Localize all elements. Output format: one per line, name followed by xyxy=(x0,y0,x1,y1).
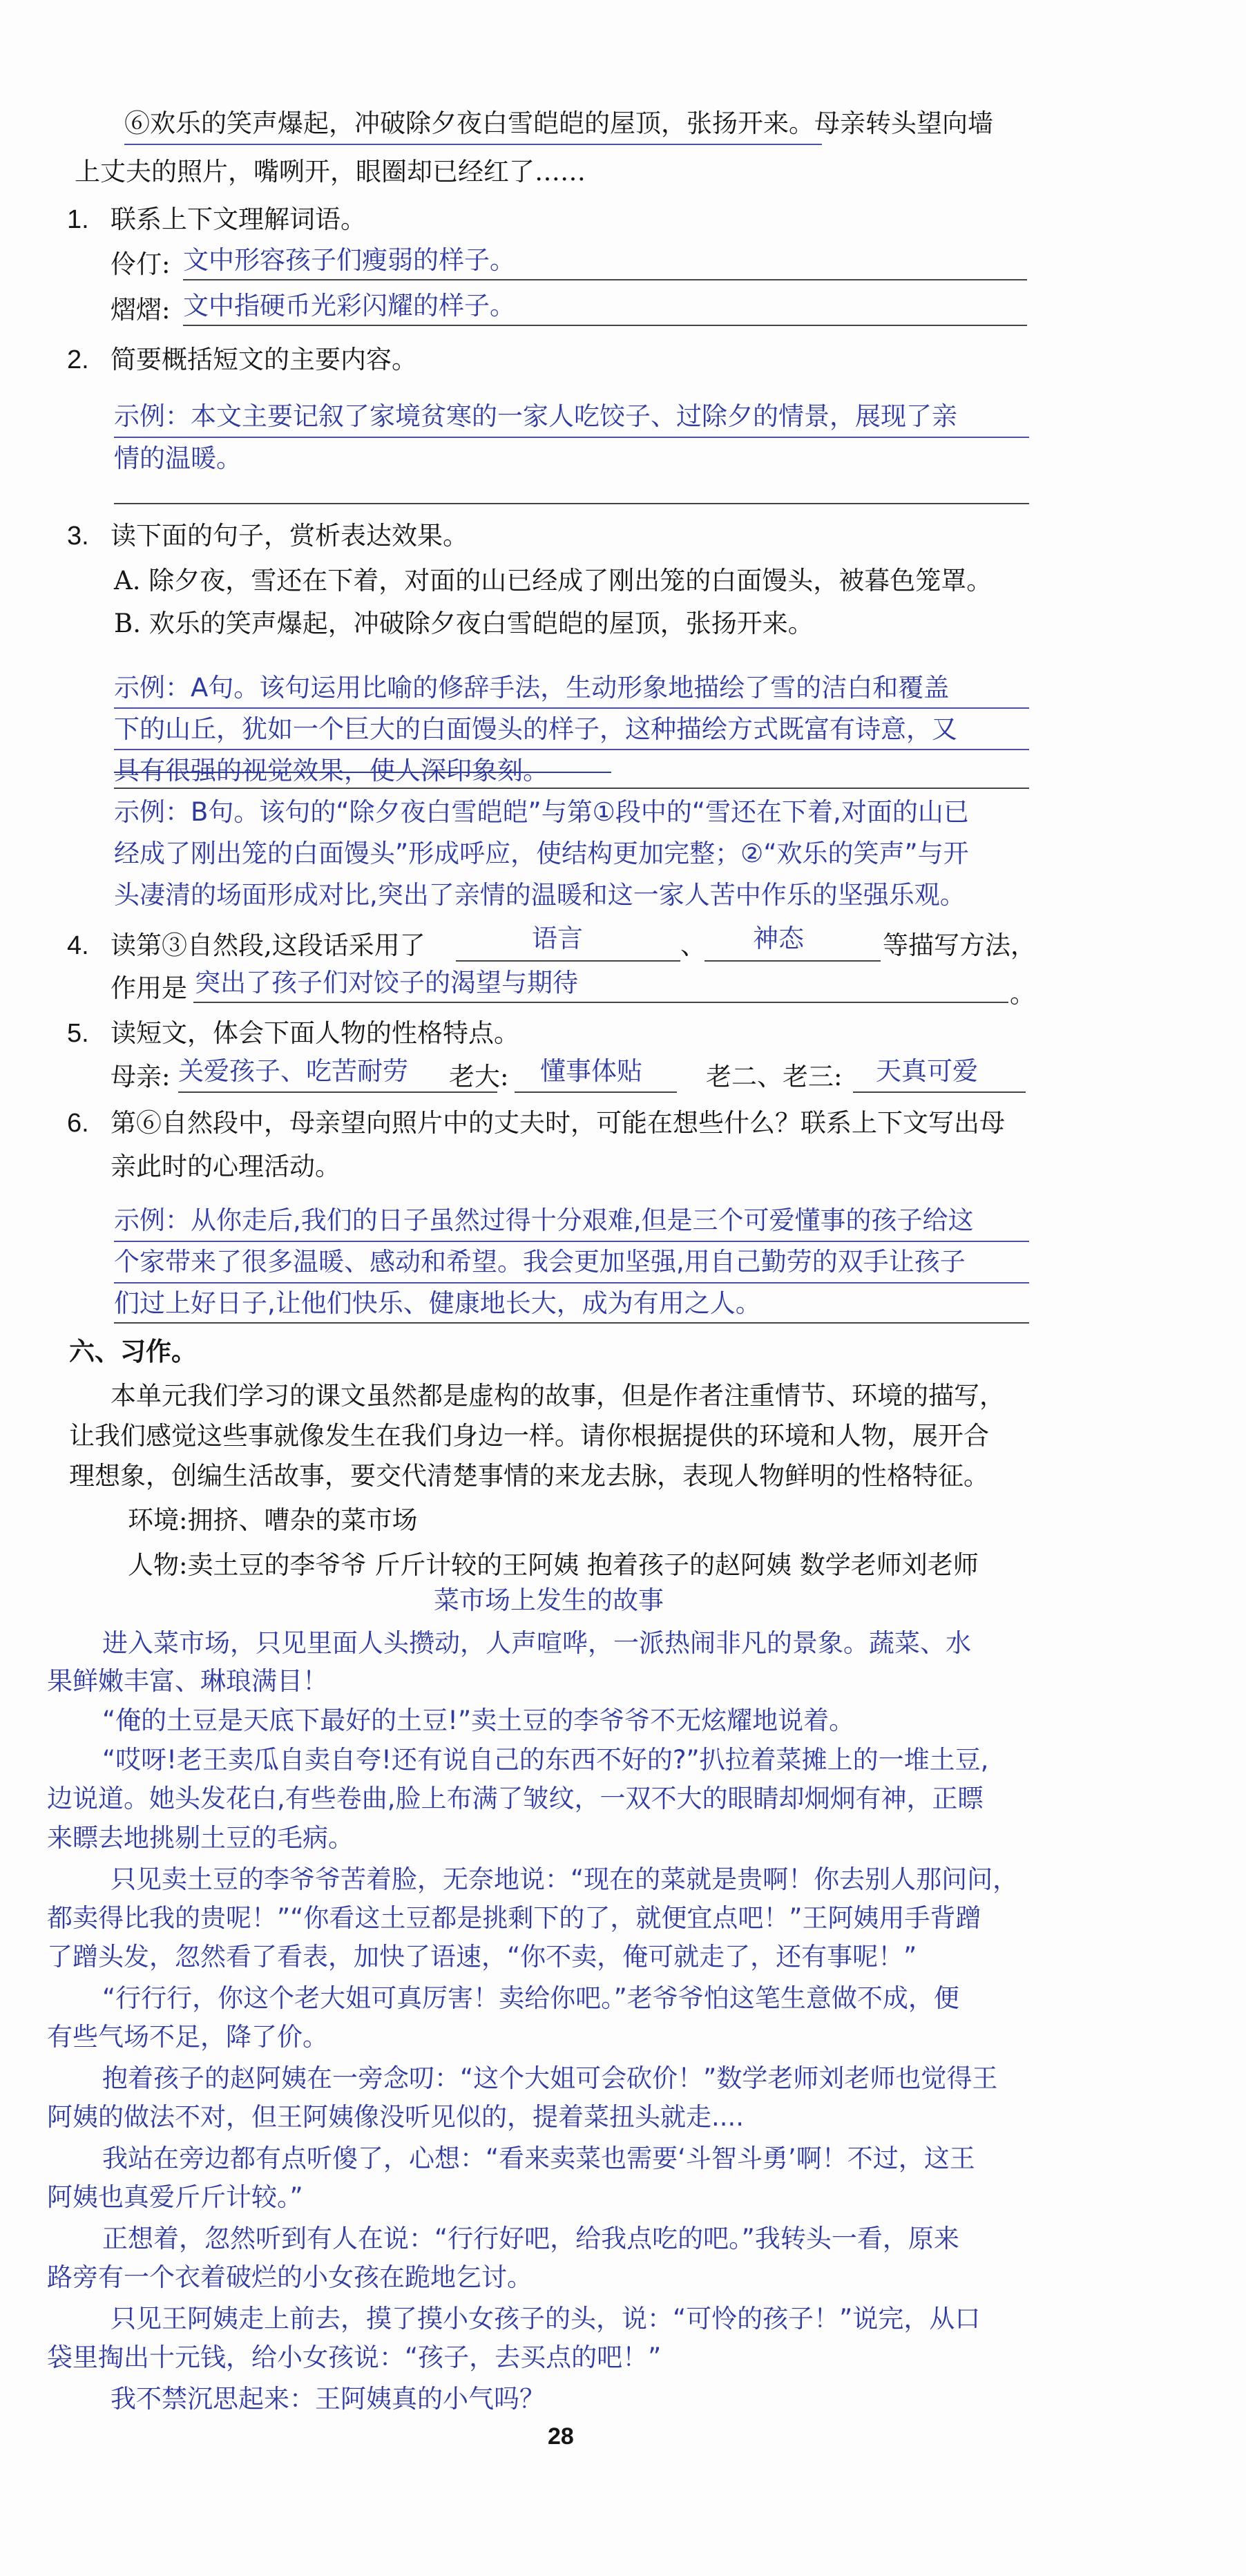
q3-answer-a-underline-2 xyxy=(114,749,1029,750)
q3-answer-a-line-3: 具有很强的视觉效果，使人深印象刻。 xyxy=(114,756,548,785)
q3-number: 3. xyxy=(67,522,89,551)
q2-number: 2. xyxy=(67,345,89,374)
intro-line-2: 上丈夫的照片，嘴咧开，眼圈却已经红了…… xyxy=(75,157,586,187)
section-6-environment: 环境:拥挤、嘈杂的菜市场 xyxy=(128,1505,418,1535)
q4-text-3: 作用是 xyxy=(111,973,187,1003)
q4-blank-2-answer: 神态 xyxy=(753,924,804,953)
q6-answer-line-2: 个家带来了很多温暖、感动和希望。我会更加坚强,用自己勤劳的双手让孩子 xyxy=(114,1247,966,1277)
q4-blank-2-line xyxy=(705,960,881,962)
q3-answer-a-underline-3 xyxy=(114,788,1029,789)
q6-text-line-1: 第⑥自然段中，母亲望向照片中的丈夫时，可能在想些什么？联系上下文写出母 xyxy=(111,1108,1005,1138)
essay-line-1: 进入菜市场，只见里面人头攒动，人声喧哗，一派热闹非凡的景象。蔬菜、水 xyxy=(102,1628,971,1658)
q1-item-2-label: 熠熠: xyxy=(111,295,171,325)
q3-answer-b-line-2: 经成了刚出笼的白面馒头”形成呼应，使结构更加完整；②“欢乐的笑声”与开 xyxy=(114,839,969,868)
q1-item-1-line xyxy=(183,279,1027,280)
q6-text-line-2: 亲此时的心理活动。 xyxy=(111,1152,341,1181)
essay-line-16: 正想着，忽然听到有人在说：“行行好吧，给我点吃的吧。”我转头一看，原来 xyxy=(102,2224,959,2253)
q5-eldest-label: 老大: xyxy=(449,1062,509,1091)
q6-answer-underline-3 xyxy=(114,1322,1029,1324)
q1-item-2-answer: 文中指硬币光彩闪耀的样子。 xyxy=(183,291,515,321)
q6-number: 6. xyxy=(67,1109,89,1138)
q5-eldest-line xyxy=(515,1091,677,1093)
essay-line-7: 只见卖土豆的李爷爷苦着脸，无奈地说：“现在的菜就是贵啊！你去别人那问问， xyxy=(111,1864,1019,1894)
q3-answer-a-line-2: 下的山丘，犹如一个巨大的白面馒头的样子，这种描绘方式既富有诗意，又 xyxy=(114,714,957,744)
q4-end: 。 xyxy=(1010,979,1035,1009)
essay-line-11: 有些气场不足，降了价。 xyxy=(47,2022,328,2052)
q6-answer-line-1: 示例：从你走后,我们的日子虽然过得十分艰难,但是三个可爱懂事的孩子给这 xyxy=(114,1205,974,1235)
q5-others-label: 老二、老三: xyxy=(706,1062,843,1091)
q4-text-2: 等描写方法， xyxy=(883,931,1036,960)
q3-answer-b-line-3: 头凄清的场面形成对比,突出了亲情的温暖和这一家人苦中作乐的坚强乐观。 xyxy=(114,880,966,910)
essay-line-2: 果鲜嫩丰富、琳琅满目！ xyxy=(47,1666,328,1696)
q1-item-2-line xyxy=(183,325,1027,326)
q2-answer-line-1: 示例：本文主要记叙了家境贫寒的一家人吃饺子、过除夕的情景，展现了亲 xyxy=(114,401,957,431)
intro-line-1: ⑥欢乐的笑声爆起，冲破除夕夜白雪皑皑的屋顶，张扬开来。母亲转头望向墙 xyxy=(124,108,993,138)
q4-blank-1-line xyxy=(456,960,680,962)
q3-answer-a-strike xyxy=(114,772,611,773)
q3-text: 读下面的句子，赏析表达效果。 xyxy=(111,521,468,551)
q4-number: 4. xyxy=(67,931,89,960)
essay-line-13: 阿姨的做法不对，但王阿姨像没听见似的，提着菜扭头就走.... xyxy=(47,2102,745,2132)
q4-answer-line xyxy=(193,1002,1008,1003)
essay-line-18: 只见王阿姨走上前去，摸了摸小女孩子的头，说：“可怜的孩子！”说完，从口 xyxy=(111,2304,981,2334)
section-6-prompt-line-2: 让我们感觉这些事就像发生在我们身边一样。请你根据提供的环境和人物，展开合 xyxy=(69,1421,989,1451)
section-6-characters: 人物:卖土豆的李爷爷 斤斤计较的王阿姨 抱着孩子的赵阿姨 数学老师刘老师 xyxy=(128,1550,979,1580)
section-6-prompt-line-1: 本单元我们学习的课文虽然都是虚构的故事，但是作者注重情节、环境的描写， xyxy=(111,1381,1005,1411)
essay-line-19: 袋里掏出十元钱，给小女孩说：“孩子，去买点的吧！” xyxy=(47,2343,662,2372)
essay-title: 菜市场上发生的故事 xyxy=(434,1585,664,1615)
q5-mother-label: 母亲: xyxy=(111,1062,171,1091)
essay-line-15: 阿姨也真爱斤斤计较。” xyxy=(47,2182,303,2212)
q5-text: 读短文，体会下面人物的性格特点。 xyxy=(111,1018,519,1048)
essay-line-9: 了蹭头发，忽然看了看表，加快了语速，“你不卖，俺可就走了，还有事呢！” xyxy=(47,1942,917,1972)
q3-option-a: A. 除夕夜，雪还在下着，对面的山已经成了刚出笼的白面馒头，被暮色笼罩。 xyxy=(114,566,993,595)
q5-others-line xyxy=(853,1091,1026,1093)
essay-line-3: “俺的土豆是天底下最好的土豆!”卖土豆的李爷爷不无炫耀地说着。 xyxy=(102,1706,855,1735)
q1-number: 1. xyxy=(67,205,89,234)
q5-number: 5. xyxy=(67,1019,89,1048)
q2-answer-line-2: 情的温暖。 xyxy=(114,443,242,473)
q3-answer-b-line-1: 示例：B句。该句的“除夕夜白雪皑皑”与第①段中的“雪还在下着,对面的山已 xyxy=(114,797,969,827)
essay-line-20: 我不禁沉思起来：王阿姨真的小气吗？ xyxy=(111,2384,545,2414)
q5-eldest-answer: 懂事体贴 xyxy=(540,1056,642,1086)
q3-answer-a-underline-1 xyxy=(114,707,1029,709)
essay-line-14: 我站在旁边都有点听傻了，心想：“看来卖菜也需要‘斗智斗勇’啊！不过，这王 xyxy=(102,2144,975,2173)
essay-line-17: 路旁有一个衣着破烂的小女孩在跪地乞讨。 xyxy=(47,2262,533,2292)
section-6-title: 六、习作。 xyxy=(69,1336,197,1366)
q1-item-1-label: 伶仃: xyxy=(111,249,171,279)
intro-underline xyxy=(124,144,822,145)
page-number: 28 xyxy=(548,2423,574,2450)
section-6-prompt-line-3: 理想象，创编生活故事，要交代清楚事情的来龙去脉，表现人物鲜明的性格特征。 xyxy=(69,1461,989,1491)
q6-answer-underline-2 xyxy=(114,1282,1029,1284)
q4-answer: 突出了孩子们对饺子的渴望与期待 xyxy=(195,968,578,998)
q6-answer-line-3: 们过上好日子,让他们快乐、健康地长大，成为有用之人。 xyxy=(114,1288,761,1318)
essay-line-5: 边说道。她头发花白,有些卷曲,脸上布满了皱纹，一双不大的眼睛却炯炯有神，正瞟 xyxy=(47,1784,984,1813)
q5-mother-answer: 关爱孩子、吃苦耐劳 xyxy=(178,1056,408,1086)
q2-text: 简要概括短文的主要内容。 xyxy=(111,345,417,374)
q5-others-answer: 天真可爱 xyxy=(876,1056,978,1086)
essay-line-8: 都卖得比我的贵呢！”“你看这土豆都是挑剩下的了，就便宜点吧！”王阿姨用手背蹭 xyxy=(47,1903,981,1933)
q1-item-1-answer: 文中形容孩子们瘦弱的样子。 xyxy=(183,245,515,275)
q4-text-1: 读第③自然段,这段话采用了 xyxy=(111,931,425,960)
q6-answer-underline-1 xyxy=(114,1241,1029,1242)
q3-option-b: B. 欢乐的笑声爆起，冲破除夕夜白雪皑皑的屋顶，张扬开来。 xyxy=(114,609,814,638)
essay-line-10: “行行行，你这个老大姐可真厉害！卖给你吧。”老爷爷怕这笔生意做不成，便 xyxy=(102,1983,959,2013)
essay-line-12: 抱着孩子的赵阿姨在一旁念叨：“这个大姐可会砍价！”数学老师刘老师也觉得王 xyxy=(102,2063,998,2093)
q4-blank-1-answer: 语言 xyxy=(532,924,583,953)
essay-line-4: “哎呀!老王卖瓜自卖自夸!还有说自己的东西不好的?”扒拉着菜摊上的一堆土豆, xyxy=(102,1745,989,1775)
q2-answer-underline-1 xyxy=(114,437,1029,438)
q1-text: 联系上下文理解词语。 xyxy=(111,204,366,234)
q2-answer-line xyxy=(114,503,1029,504)
q3-answer-a-line-1: 示例：A句。该句运用比喻的修辞手法，生动形象地描绘了雪的洁白和覆盖 xyxy=(114,673,950,703)
q4-separator: 、 xyxy=(680,931,706,960)
essay-line-6: 来瞟去地挑剔土豆的毛病。 xyxy=(47,1823,354,1853)
